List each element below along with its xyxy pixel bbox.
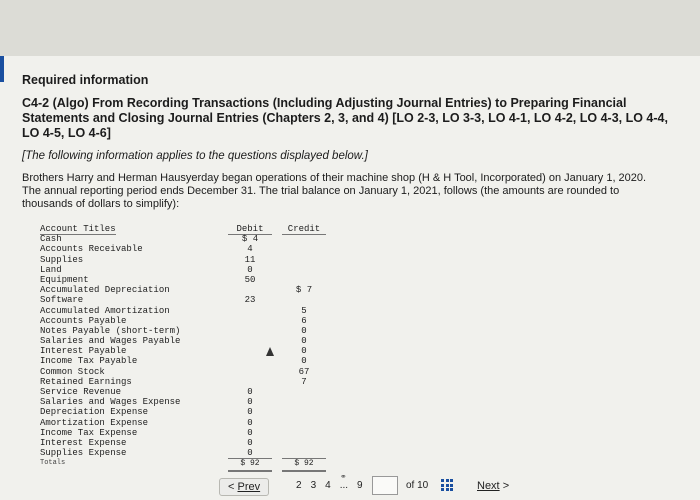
table-row: [36, 275, 332, 285]
debit-value: 0: [247, 407, 253, 418]
header-account-titles: Account Titles: [40, 224, 116, 234]
account-title: Equipment: [40, 274, 89, 285]
credit-value: 0: [301, 346, 307, 357]
trial-balance-table: [36, 224, 332, 469]
table-row: [36, 377, 332, 387]
table-row: [36, 407, 332, 417]
account-title: Income Tax Payable: [40, 356, 138, 367]
table-row: [36, 244, 332, 254]
page-link[interactable]: ...: [339, 480, 349, 491]
page-link[interactable]: 3: [310, 480, 317, 491]
table-row: [36, 255, 332, 265]
debit-value: 0: [247, 264, 253, 275]
account-title: Accounts Receivable: [40, 244, 143, 255]
table-row: [36, 316, 332, 326]
account-title: Common Stock: [40, 366, 105, 377]
credit-value: 6: [301, 315, 307, 326]
debit-value: $ 4: [241, 234, 259, 245]
account-title: Software: [40, 295, 84, 306]
debit-value: 4: [247, 244, 253, 255]
account-title: Service Revenue: [40, 387, 122, 397]
account-title: Supplies Expense: [40, 448, 127, 459]
header-debit: Debit: [228, 224, 272, 235]
account-title: Depreciation Expense: [40, 407, 149, 418]
next-label: Next: [477, 480, 500, 492]
debit-value: 0: [247, 427, 253, 438]
table-row: [36, 306, 332, 316]
table-row: [36, 326, 332, 336]
credit-value: 7: [301, 376, 307, 387]
debit-value: 0: [247, 417, 253, 428]
table-row: [36, 448, 332, 458]
prev-label: Prev: [237, 481, 261, 493]
account-title: Supplies: [40, 254, 84, 265]
chevron-right-icon: >: [502, 480, 510, 492]
credit-value: 0: [301, 356, 307, 367]
account-title: Interest Payable: [40, 346, 127, 357]
account-title: Amortization Expense: [40, 417, 149, 428]
debit-value: 0: [247, 387, 253, 397]
grid-view-icon[interactable]: [441, 479, 453, 491]
totals-debit: $ 92: [228, 458, 272, 471]
page-link[interactable]: 4: [325, 480, 331, 491]
prev-button[interactable]: [219, 478, 269, 496]
table-row: [36, 418, 332, 428]
credit-value: 67: [298, 366, 310, 377]
credit-value: 0: [301, 336, 307, 347]
table-row: [36, 367, 332, 377]
account-title: Interest Expense: [40, 437, 127, 448]
current-page-input[interactable]: [372, 476, 398, 495]
page-link[interactable]: 9: [357, 480, 363, 491]
link-icon: ⚭: [340, 472, 347, 481]
table-row: [36, 234, 332, 244]
totals-label: Totals: [40, 459, 66, 468]
table-row: [36, 397, 332, 407]
account-title: Income Tax Expense: [40, 427, 138, 438]
account-title: Cash: [40, 234, 62, 245]
table-row: [36, 356, 332, 366]
info-note: [The following information applies to the questions displayed below.]: [22, 150, 368, 162]
credit-value: 0: [301, 325, 307, 336]
header-credit: Credit: [282, 224, 326, 235]
account-title: Accumulated Depreciation: [40, 285, 170, 296]
table-header-row: [36, 224, 332, 234]
intro-paragraph: Brothers Harry and Herman Hausyerday began operations of their machine shop (H & H Tool, Incorporated) on January 1, 2020. The annual reporting period ends December 31. The trial balance on January 1, 2021, follows (the amounts are rounded to thousands of dollars to simplify):: [22, 172, 647, 210]
table-row: [36, 295, 332, 305]
debit-value: 0: [247, 397, 253, 408]
credit-value: 5: [301, 305, 307, 316]
table-row: [36, 387, 332, 397]
account-title: Accumulated Amortization: [40, 305, 170, 316]
debit-value: 50: [244, 274, 256, 285]
debit-value: 0: [247, 448, 253, 459]
account-title: Salaries and Wages Expense: [40, 397, 181, 408]
page-link[interactable]: 2: [296, 480, 302, 491]
accent-bar: [0, 56, 4, 82]
question-title: C4-2 (Algo) From Recording Transactions (Including Adjusting Journal Entries) to Preparing Financial Statements and Closing Journal Entries (Chapters 2, 3, and 4) [LO 2-3, LO 3-3, LO 4-1, LO 4-2, LO 4-3, LO 4-4, LO 4-5, LO 4-6]: [22, 96, 668, 140]
mouse-cursor-icon: [266, 347, 274, 356]
account-title: Retained Earnings: [40, 376, 132, 387]
debit-value: 11: [244, 254, 256, 265]
table-row: [36, 346, 332, 356]
table-row: [36, 265, 332, 275]
totals-credit: $ 92: [282, 458, 326, 471]
page-number-list: [296, 480, 372, 491]
debit-value: 0: [247, 437, 253, 448]
table-row: [36, 336, 332, 346]
credit-value: $ 7: [295, 285, 313, 296]
account-title: Land: [40, 264, 62, 275]
totals-row: [36, 458, 332, 468]
required-information-heading: Required information: [22, 73, 149, 87]
table-row: [36, 438, 332, 448]
next-button[interactable]: [477, 480, 509, 492]
account-title: Accounts Payable: [40, 315, 127, 326]
page-count: of 10: [406, 480, 429, 491]
account-title: Notes Payable (short-term): [40, 325, 181, 336]
account-title: Salaries and Wages Payable: [40, 336, 181, 347]
question-navigation: [0, 472, 700, 500]
debit-value: 23: [244, 295, 256, 306]
table-row: [36, 428, 332, 438]
table-row: [36, 285, 332, 295]
chevron-left-icon: <: [228, 481, 235, 493]
